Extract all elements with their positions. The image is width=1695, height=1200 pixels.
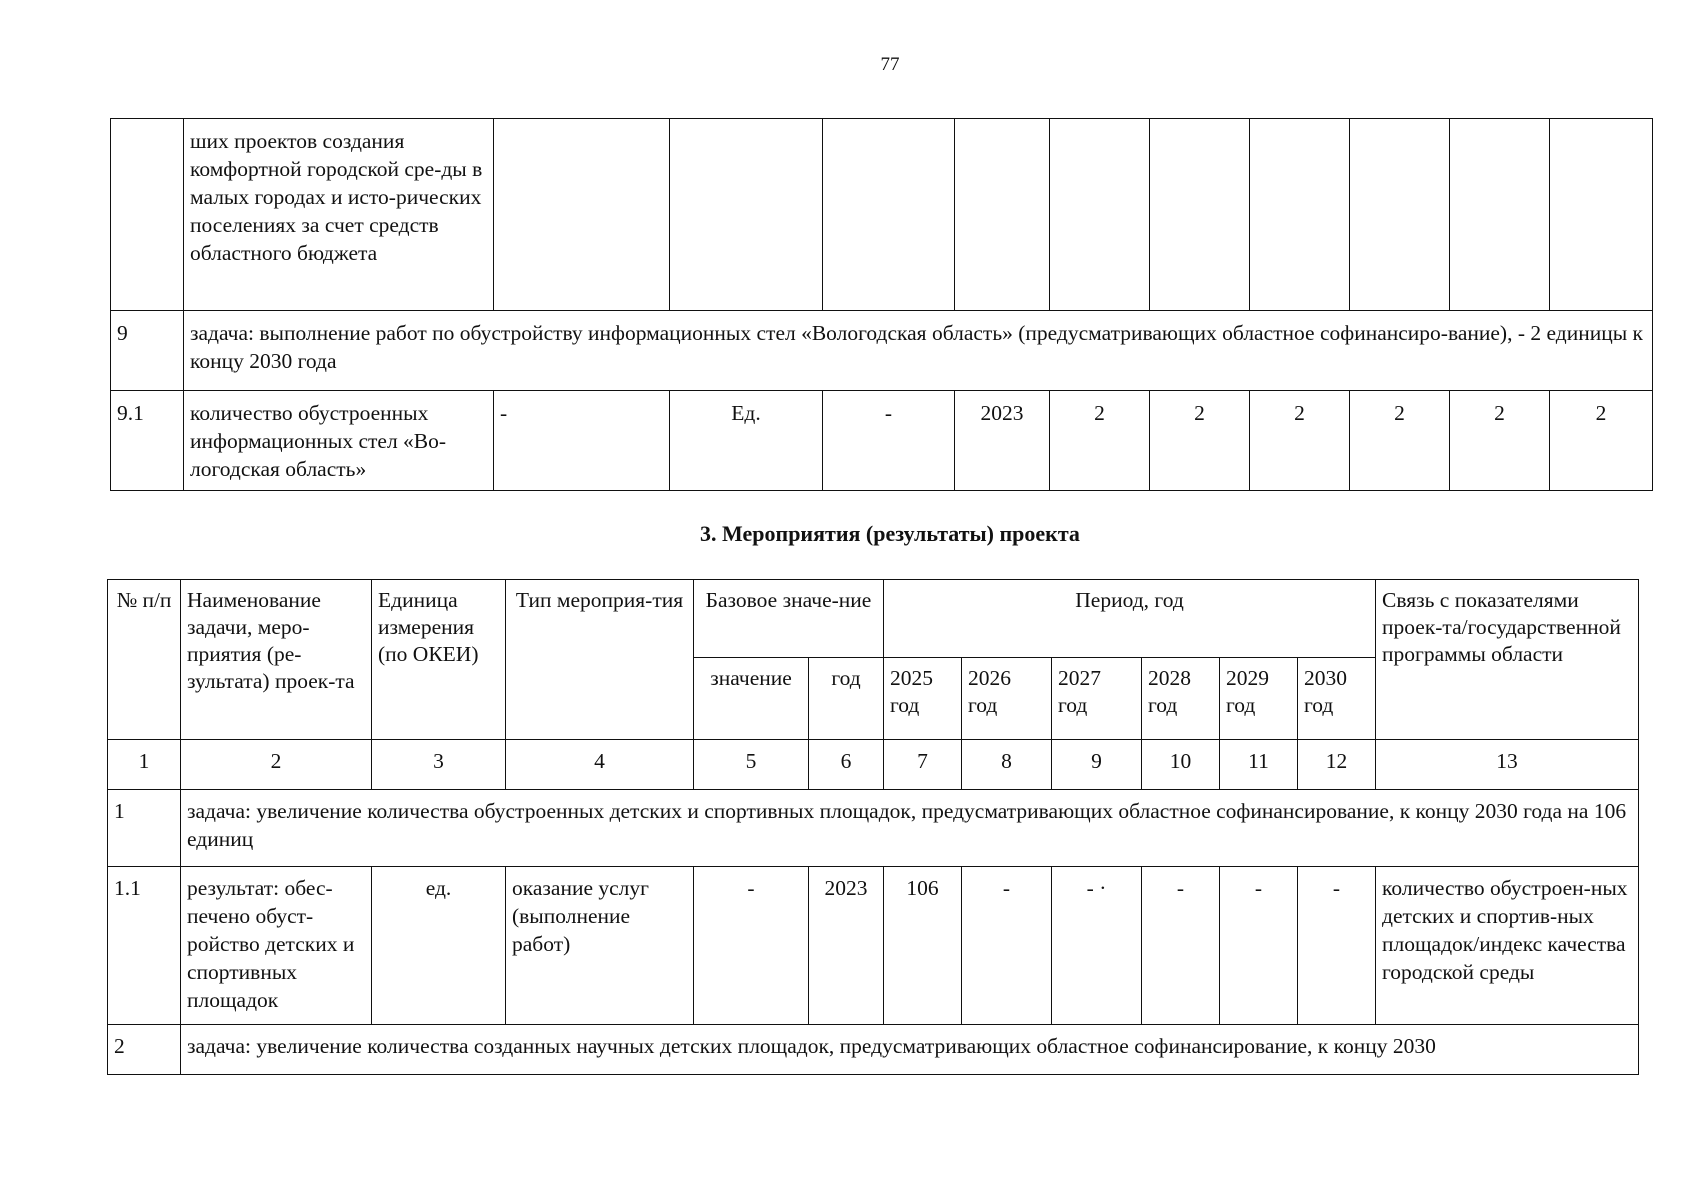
row-number-cell: 9.1: [111, 391, 184, 491]
row-number-cell: 1.1: [108, 867, 181, 1025]
year-value-cell: 106: [884, 867, 962, 1025]
task-row: [111, 311, 1653, 391]
header-link: Связь с показателями проек-та/государственной программы области: [1376, 580, 1639, 740]
header-num: № п/п: [108, 580, 181, 740]
value-cell: 2: [1450, 391, 1550, 491]
value-cell: 2: [1350, 391, 1450, 491]
header-year: 2030 год: [1298, 658, 1376, 740]
type-cell: оказание услуг (выполнение работ): [506, 867, 694, 1025]
table-header-row: [108, 580, 1639, 658]
year-value-cell: - ·: [1052, 867, 1142, 1025]
column-number: 10: [1142, 740, 1220, 790]
result-name-cell: результат: обес-печено обуст-ройство детских и спортивных площадок: [181, 867, 372, 1025]
header-unit: Единица измерения (по ОКЕИ): [372, 580, 506, 740]
value-cell: 2: [1050, 391, 1150, 491]
unit-cell: ед.: [372, 867, 506, 1025]
year-value-cell: -: [962, 867, 1052, 1025]
header-year: 2025 год: [884, 658, 962, 740]
column-number: 12: [1298, 740, 1376, 790]
column-number: 13: [1376, 740, 1639, 790]
task-row: [108, 790, 1639, 867]
value-cell: 2: [1550, 391, 1653, 491]
base-value-cell: -: [823, 391, 955, 491]
base-value-cell: -: [694, 867, 809, 1025]
task-text-cell: задача: увеличение количества созданных научных детских площадок, предусматривающих областное софинансирование, к концу 2030: [181, 1025, 1639, 1075]
header-base-year: год: [809, 658, 884, 740]
row-number-cell: [111, 119, 184, 311]
indicators-table: [110, 118, 1653, 491]
year-value-cell: -: [1220, 867, 1298, 1025]
column-number: 4: [506, 740, 694, 790]
header-year: 2029 год: [1220, 658, 1298, 740]
result-row: [108, 867, 1639, 1025]
value-cell: 2: [1150, 391, 1250, 491]
base-year-cell: 2023: [955, 391, 1050, 491]
column-number-row: [108, 740, 1639, 790]
header-base: Базовое значе-ние: [694, 580, 884, 658]
indicator-name-cell: ших проектов создания комфортной городской сре-ды в малых городах и исто-рических поселениях за счет средств областного бюджета: [184, 119, 494, 311]
indicator-col3-cell: -: [494, 391, 670, 491]
base-year-cell: 2023: [809, 867, 884, 1025]
page-number: 77: [880, 54, 900, 75]
header-year: 2026 год: [962, 658, 1052, 740]
task-text-cell: задача: выполнение работ по обустройству информационных стел «Вологодская область» (предусматривающих областное софинансиро-вание), - 2 единицы к концу 2030 года: [184, 311, 1653, 391]
value-cell: 2: [1250, 391, 1350, 491]
indicator-name-cell: количество обустроенных информационных стел «Во-логодская область»: [184, 391, 494, 491]
row-number-cell: 1: [108, 790, 181, 867]
column-number: 8: [962, 740, 1052, 790]
year-value-cell: -: [1142, 867, 1220, 1025]
header-year: 2027 год: [1052, 658, 1142, 740]
header-type: Тип мероприя-тия: [506, 580, 694, 740]
row-number-cell: 2: [108, 1025, 181, 1075]
year-value-cell: -: [1298, 867, 1376, 1025]
header-name: Наименование задачи, меро-приятия (ре-зультата) проек-та: [181, 580, 372, 740]
indicator-row: [111, 391, 1653, 491]
header-year: 2028 год: [1142, 658, 1220, 740]
column-number: 1: [108, 740, 181, 790]
unit-cell: Ед.: [670, 391, 823, 491]
column-number: 9: [1052, 740, 1142, 790]
column-number: 11: [1220, 740, 1298, 790]
column-number: 3: [372, 740, 506, 790]
header-period: Период, год: [884, 580, 1376, 658]
task-text-cell: задача: увеличение количества обустроенных детских и спортивных площадок, предусматривающих областное софинансирование, к концу 2030 года на 106 единиц: [181, 790, 1639, 867]
table-row: [111, 119, 1653, 311]
column-number: 6: [809, 740, 884, 790]
row-number-cell: 9: [111, 311, 184, 391]
column-number: 2: [181, 740, 372, 790]
activities-table: [107, 579, 1639, 1075]
link-cell: количество обустроен-ных детских и спортив-ных площадок/индекс качества городской среды: [1376, 867, 1639, 1025]
column-number: 7: [884, 740, 962, 790]
header-base-value: значение: [694, 658, 809, 740]
section-heading: 3. Мероприятия (результаты) проекта: [700, 521, 1080, 546]
task-row: [108, 1025, 1639, 1075]
column-number: 5: [694, 740, 809, 790]
